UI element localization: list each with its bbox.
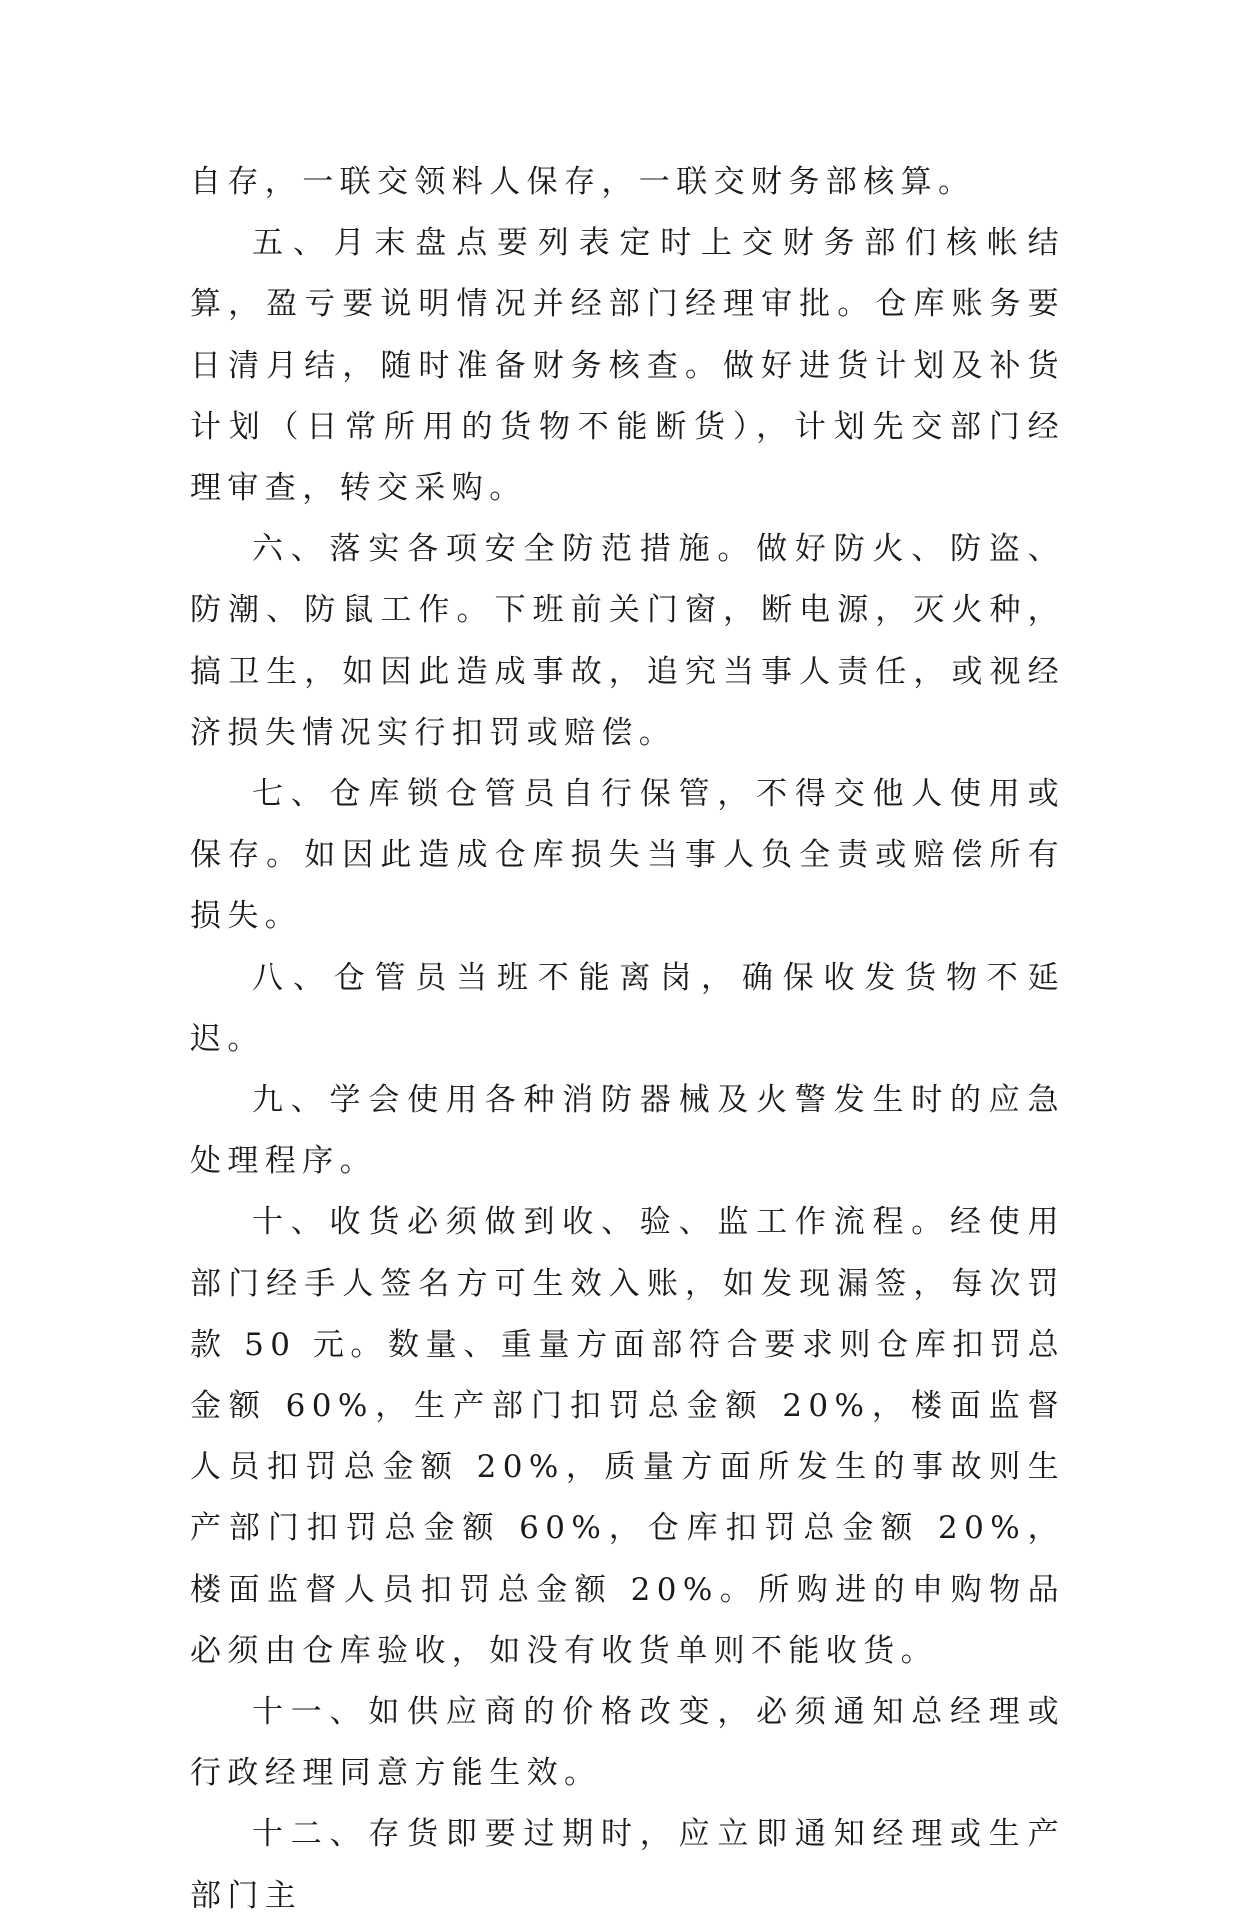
document-body [190,152,1065,1927]
paragraph-item-5: 五、月末盘点要列表定时上交财务部们核帐结算，盈亏要说明情况并经部门经理审批。仓库账务要日清月结，随时准备财务核查。做好进货计划及补货计划（日常所用的货物不能断货），计划先交部门经理审查，转交采购。 [190,225,1065,507]
paragraph-item-7: 七、仓库锁仓管员自行保管，不得交他人使用或保存。如因此造成仓库损失当事人负全责或赔偿所有损失。 [190,776,1065,935]
paragraph-item-8: 八、仓管员当班不能离岗，确保收发货物不延迟。 [190,959,1065,1057]
paragraph-item-11: 十一、如供应商的价格改变，必须通知总经理或行政经理同意方能生效。 [190,1694,1065,1792]
paragraph-item-10: 十、收货必须做到收、验、监工作流程。经使用部门经手人签名方可生效入账，如发现漏签，每次罚款 50 元。数量、重量方面部符合要求则仓库扣罚总金额 60%，生产部门扣罚总金额 20%，楼面监督人员扣罚总金额 20%，质量方面所发生的事故则生产部门扣罚总金额 60%，仓库扣罚总金额 20%，楼面监督人员扣罚总金额 20%。所购进的申购物品必须由仓库验收，如没有收货单则不能收货。 [190,1204,1065,1669]
paragraph-item-6: 六、落实各项安全防范措施。做好防火、防盗、防潮、防鼠工作。下班前关门窗，断电源，灭火种，搞卫生，如因此造成事故，追究当事人责任，或视经济损失情况实行扣罚或赔偿。 [190,531,1065,751]
paragraph-item-12: 十二、存货即要过期时，应立即通知经理或生产部门主 [190,1816,1065,1914]
paragraph-continuation: 自存，一联交领料人保存，一联交财务部核算。 [190,164,976,200]
paragraph-item-9: 九、学会使用各种消防器械及火警发生时的应急处理程序。 [190,1082,1065,1180]
